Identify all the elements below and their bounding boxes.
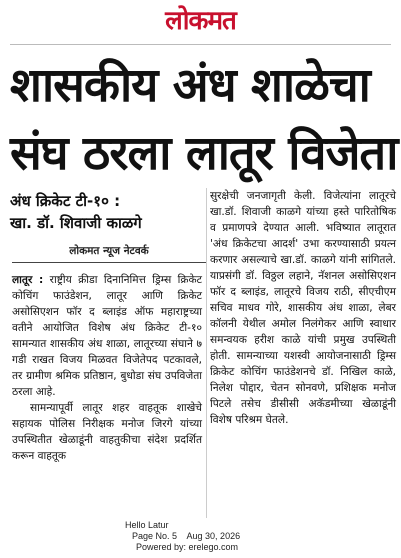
subheadline-line-2: खा. डॉ. शिवाजी काळगे [10,214,142,232]
article-column-left [12,272,202,518]
byline: लोकमत न्यूज नेटवर्क [69,245,149,257]
paragraph-1-body: राष्ट्रीय क्रीडा दिनानिमित्त ड्रिम्स क्रिकेट कोचिंग फाउंडेशन, लातूर आणि क्रिकेट असोसिएशन फॉर द ब्लाइंड ऑफ महाराष्ट्रच्या वतीने आयोजित विशेष अंध क्रिकेट टी-१० सामन्यात शासकीय अंध शाळा, लातूरच्या संघाने ७ गडी राखत विजय मिळवत विजेतेपद पटकावले, तर ग्रामीण श्रमिक प्रतिष्ठान, बुधोडा संघ उपविजेता ठरला आहे. [12,274,202,398]
footer-publication: Hello Latur [125,520,169,530]
page-footer [0,518,401,558]
article-column-right [210,188,396,518]
footer-page-date: Page No. 5 Aug 30, 2026 [132,531,241,541]
headline-line-1: शासकीय अंध शाळेचा [10,58,370,113]
subheadline-line-1: अंध क्रिकेट टी-१० : [10,192,121,210]
article-paragraph-3: सुरक्षेची जनजागृती केली. विजेत्यांना लातूरचे खा.डॉ. शिवाजी काळगे यांच्या हस्ते पारितोषिक व प्रमाणपत्रे देण्यात आली. भविष्यात लातूरात 'अंध क्रिकेटचा आदर्श' उभा करण्यासाठी प्रयत्न करणार असल्याचे खा.डॉ. काळगे यांनी सांगितले. याप्रसंगी डॉ. विठ्ठल लहाने, नॅशनल असोसिएशन फॉर द ब्लाइंड, लातूरचे विजय राठी, सीएचीएम सचिव माधव गोरे, शासकीय अंध शाळा, लेबर कॉलनी येथील अमोल निलंगेकर आणि स्वाधार समन्वयक हरीश काळे यांची प्रमुख उपस्थिती होती. सामन्याच्या यशस्वी आयोजनासाठी ड्रिम्स क्रिकेट कोचिंग फाउंडेशनचे डॉ. निखिल काळे, निलेश पोद्दार, चेतन सोनवणे, प्रशिक्षक मनोज पिटले तसेच डीसीसी अकॅडमीच्या खेळाडूंनी विशेष परिश्रम घेतले. [210,190,396,426]
article-paragraph-2: सामन्यापूर्वी लातूर शहर वाहतूक शाखेचे सहायक पोलिस निरीक्षक मनोज जिरगे यांच्या उपस्थितीत खेळाडूंनी वाहतुकीचा संदेश प्रदर्शित करून वाहतूक [12,402,202,462]
headline [10,52,398,188]
byline-divider [12,262,206,263]
article-paragraph-1 [12,272,202,400]
dateline: लातूर : [12,274,44,286]
subheadline [10,190,208,234]
masthead [0,6,401,36]
newspaper-logo: लोकमत [165,6,236,36]
masthead-divider [10,44,391,45]
headline-line-2: संघ ठरला लातूर विजेता [10,126,398,181]
column-divider [206,188,207,518]
footer-powered-by: Powered by: erelego.com [136,542,239,552]
